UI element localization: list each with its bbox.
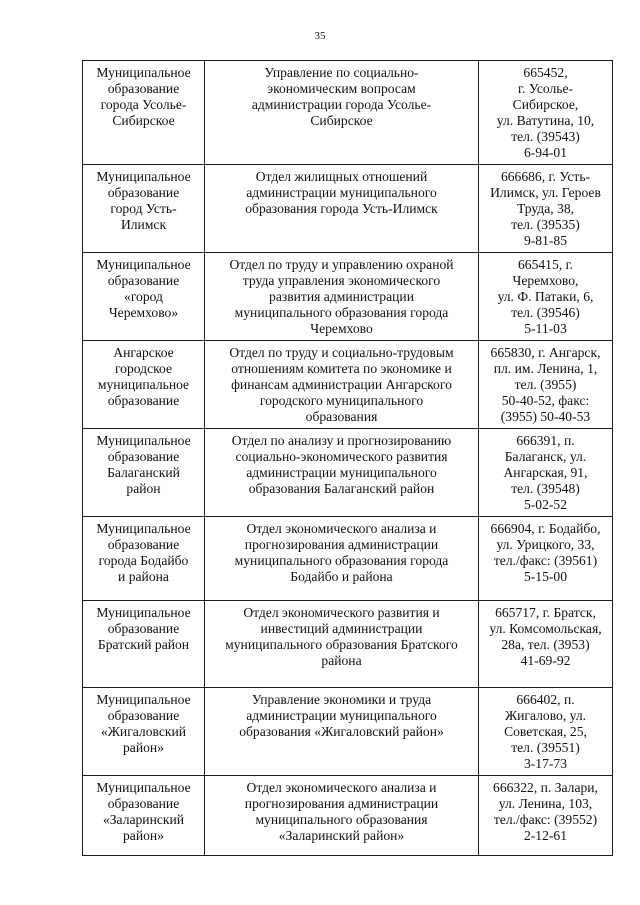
municipality-cell <box>83 429 205 517</box>
department-cell <box>205 601 479 688</box>
address-cell <box>479 165 613 253</box>
department-name: Отдел экономического развития и инвестиций администрации муниципального образования Братского района <box>225 605 458 668</box>
department-name: Управление экономики и труда администрации муниципального образования «Жигаловский район» <box>239 692 444 739</box>
department-cell <box>205 517 479 601</box>
address-cell <box>479 776 613 856</box>
municipality-cell <box>83 601 205 688</box>
contact-address: 665452, г. Усолье- Сибирское, ул. Ватутина, 10, тел. (39543) 6-94-01 <box>496 65 595 160</box>
address-cell <box>479 61 613 165</box>
municipality-cell <box>83 61 205 165</box>
municipality-name: Муниципальное образование «Заларинский район» <box>96 780 191 843</box>
contact-address: 666402, п. Жигалово, ул. Советская, 25, тел. (39551) 3-17-73 <box>504 692 587 771</box>
municipality-cell <box>83 253 205 341</box>
table-row <box>83 61 613 165</box>
table-row <box>83 776 613 856</box>
department-cell <box>205 688 479 776</box>
municipality-name: Ангарское городское муниципальное образование <box>97 345 190 408</box>
contact-address: 666686, г. Усть- Илимск, ул. Героев Труда, 38, тел. (39535) 9-81-85 <box>490 169 601 248</box>
municipality-cell <box>83 341 205 429</box>
contact-address: 666904, г. Бодайбо, ул. Урицкого, 33, тел./факс: (39561) 5-15-00 <box>490 521 601 584</box>
municipality-cell <box>83 776 205 856</box>
contact-address: 666322, п. Залари, ул. Ленина, 103, тел./факс: (39552) 2-12-61 <box>493 780 598 843</box>
contact-address: 665717, г. Братск, ул. Комсомольская, 28а, тел. (3953) 41-69-92 <box>489 605 602 668</box>
contact-address: 666391, п. Балаганск, ул. Ангарская, 91, тел. (39548) 5-02-52 <box>503 433 588 512</box>
municipality-cell <box>83 688 205 776</box>
table-row <box>83 517 613 601</box>
address-cell <box>479 601 613 688</box>
table-row <box>83 253 613 341</box>
department-cell <box>205 165 479 253</box>
department-name: Управление по социально- экономическим вопросам администрации города Усолье- Сибирское <box>251 65 432 128</box>
address-cell <box>479 688 613 776</box>
department-cell <box>205 61 479 165</box>
table-row <box>83 688 613 776</box>
department-cell <box>205 429 479 517</box>
address-cell <box>479 429 613 517</box>
page-number: 35 <box>314 30 326 42</box>
table-row <box>83 165 613 253</box>
table-row <box>83 429 613 517</box>
department-name: Отдел экономического анализа и прогнозирования администрации муниципального образования города Бодайбо и района <box>234 521 449 584</box>
address-cell <box>479 341 613 429</box>
municipality-name: Муниципальное образование города Бодайбо и района <box>96 521 191 584</box>
contact-address: 665830, г. Ангарск, пл. им. Ленина, 1, тел. (3955) 50-40-52, факс: (3955) 50-40-53 <box>490 345 601 424</box>
municipality-cell <box>83 517 205 601</box>
municipality-name: Муниципальное образование город Усть- Илимск <box>96 169 191 232</box>
department-cell <box>205 253 479 341</box>
address-cell <box>479 517 613 601</box>
table-row <box>83 601 613 688</box>
municipality-name: Муниципальное образование «город Черемхово» <box>96 257 191 320</box>
municipality-name: Муниципальное образование Балаганский район <box>96 433 191 496</box>
department-cell <box>205 341 479 429</box>
municipality-name: Муниципальное образование «Жигаловский район» <box>96 692 191 755</box>
department-name: Отдел жилищных отношений администрации муниципального образования города Усть-Илимск <box>245 169 438 216</box>
department-cell <box>205 776 479 856</box>
municipality-name: Муниципальное образование Братский район <box>96 605 191 652</box>
address-cell <box>479 253 613 341</box>
department-name: Отдел экономического анализа и прогнозирования администрации муниципального образования «Заларинский район» <box>244 780 439 843</box>
municipality-cell <box>83 165 205 253</box>
municipality-name: Муниципальное образование города Усолье- Сибирское <box>96 65 191 128</box>
department-name: Отдел по труду и управлению охраной труда управления экономического развития администрации муниципального образования города Черемхово <box>229 257 454 336</box>
table-row <box>83 341 613 429</box>
department-name: Отдел по труду и социально-трудовым отношениям комитета по экономике и финансам администрации Ангарского городского муниципального образования <box>229 345 454 424</box>
department-name: Отдел по анализу и прогнозированию социально-экономического развития администрации муниципального образования Балаганский район <box>231 433 452 496</box>
contact-address: 665415, г. Черемхово, ул. Ф. Патаки, 6, тел. (39546) 5-11-03 <box>497 257 594 336</box>
municipal-contacts-table <box>82 60 613 856</box>
